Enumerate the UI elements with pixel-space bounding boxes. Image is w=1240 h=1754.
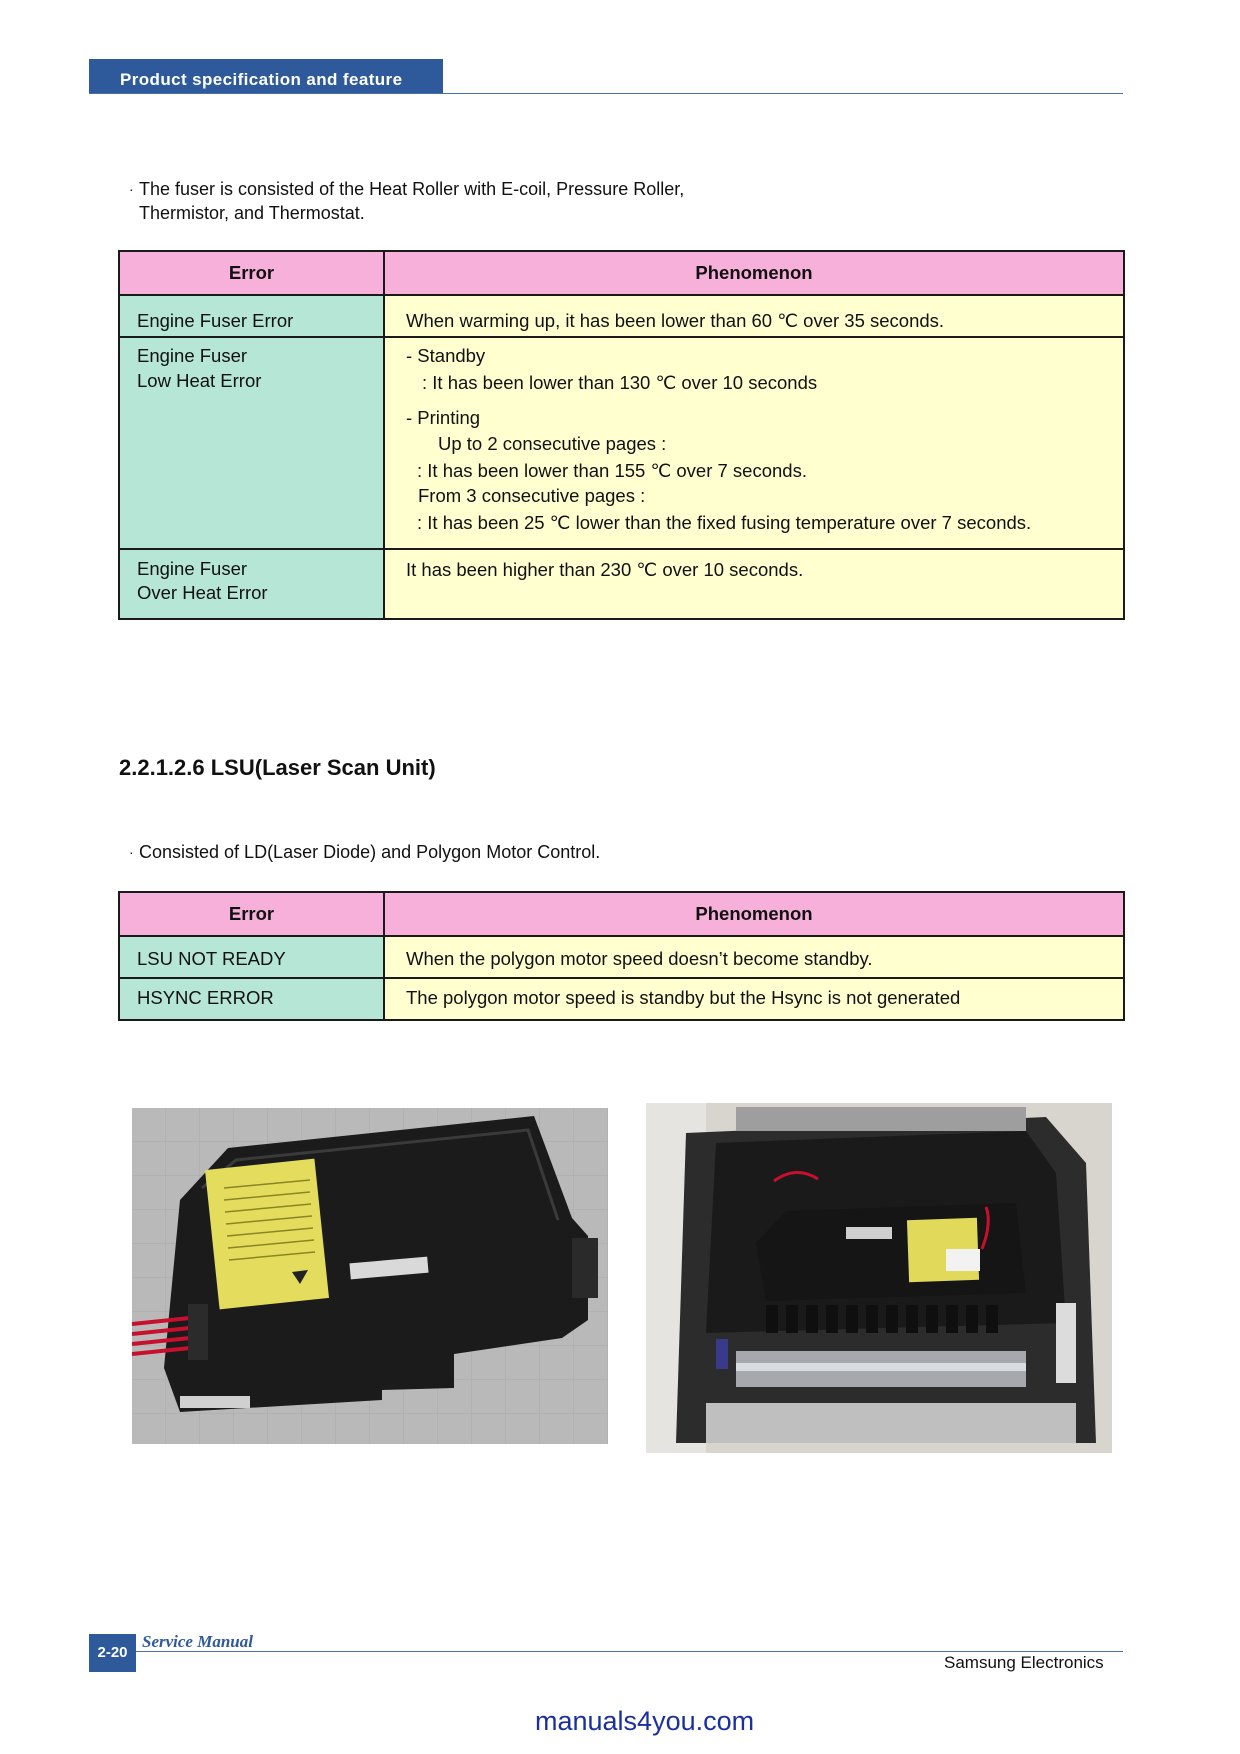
table-row bbox=[119, 978, 1124, 1020]
bullet-dot: · bbox=[129, 844, 134, 860]
lsu-col-error: Error bbox=[119, 892, 384, 936]
error-text: Engine Fuser Error bbox=[137, 310, 294, 331]
error-text: Over Heat Error bbox=[137, 582, 268, 603]
table-row bbox=[119, 295, 1124, 337]
lsu-unit-photo bbox=[132, 1108, 608, 1444]
phenomenon-line: Up to 2 consecutive pages : bbox=[438, 433, 667, 454]
phenomenon-text: It has been higher than 230 ℃ over 10 seconds. bbox=[406, 559, 804, 580]
table-row bbox=[119, 936, 1124, 978]
table-row bbox=[119, 549, 1124, 619]
error-cell: HSYNC ERROR bbox=[119, 978, 384, 1020]
phenomenon-line: - Standby bbox=[406, 345, 486, 366]
header-rule bbox=[89, 93, 1123, 94]
printer-interior-photo bbox=[646, 1103, 1112, 1453]
footer-company: Samsung Electronics bbox=[944, 1653, 1104, 1672]
error-text: Engine Fuser bbox=[137, 345, 248, 366]
fuser-intro-line1: The fuser is consisted of the Heat Roller with E-coil, Pressure Roller, bbox=[139, 179, 685, 199]
error-text: Engine Fuser bbox=[137, 558, 248, 579]
lsu-error-table bbox=[118, 891, 1125, 1021]
error-cell: LSU NOT READY bbox=[119, 936, 384, 978]
watermark-link[interactable]: manuals4you.com bbox=[535, 1706, 755, 1736]
error-cell bbox=[119, 337, 384, 549]
header-section-title: Product specification and feature bbox=[120, 70, 403, 89]
phenomenon-line: - Printing bbox=[406, 407, 481, 428]
phenomenon-line: From 3 consecutive pages : bbox=[418, 485, 646, 506]
lsu-intro bbox=[129, 840, 601, 864]
lsu-col-phenomenon: Phenomenon bbox=[384, 892, 1124, 936]
phenomenon-cell bbox=[384, 295, 1124, 337]
lsu-section-title: 2.2.1.2.6 LSU(Laser Scan Unit) bbox=[119, 755, 436, 780]
page-number: 2-20 bbox=[89, 1634, 136, 1672]
phenomenon-cell bbox=[384, 337, 1124, 549]
fuser-intro bbox=[129, 177, 685, 225]
footer-rule bbox=[136, 1651, 1123, 1652]
phenomenon-line: : It has been 25 ℃ lower than the fixed fusing temperature over 7 seconds. bbox=[417, 512, 1032, 533]
lsu-intro-text: Consisted of LD(Laser Diode) and Polygon Motor Control. bbox=[139, 842, 601, 862]
phenomenon-line: : It has been lower than 130 ℃ over 10 seconds bbox=[422, 372, 818, 393]
phenomenon-cell: The polygon motor speed is standby but the Hsync is not generated bbox=[384, 978, 1124, 1020]
phenomenon-cell: When the polygon motor speed doesn’t become standby. bbox=[384, 936, 1124, 978]
fuser-col-error: Error bbox=[119, 251, 384, 295]
phenomenon-text: When warming up, it has been lower than 60 ℃ over 35 seconds. bbox=[406, 310, 945, 331]
error-cell bbox=[119, 295, 384, 337]
footer-manual-label: Service Manual bbox=[142, 1632, 253, 1651]
error-text: Low Heat Error bbox=[137, 370, 262, 391]
fuser-col-phenomenon: Phenomenon bbox=[384, 251, 1124, 295]
table-row bbox=[119, 337, 1124, 549]
fuser-intro-line2: Thermistor, and Thermostat. bbox=[139, 203, 365, 223]
phenomenon-line: : It has been lower than 155 ℃ over 7 seconds. bbox=[417, 460, 807, 481]
header-section-tab bbox=[89, 59, 443, 93]
bullet-dot: · bbox=[129, 181, 134, 197]
error-cell bbox=[119, 549, 384, 619]
fuser-error-table bbox=[118, 250, 1125, 620]
phenomenon-cell bbox=[384, 549, 1124, 619]
